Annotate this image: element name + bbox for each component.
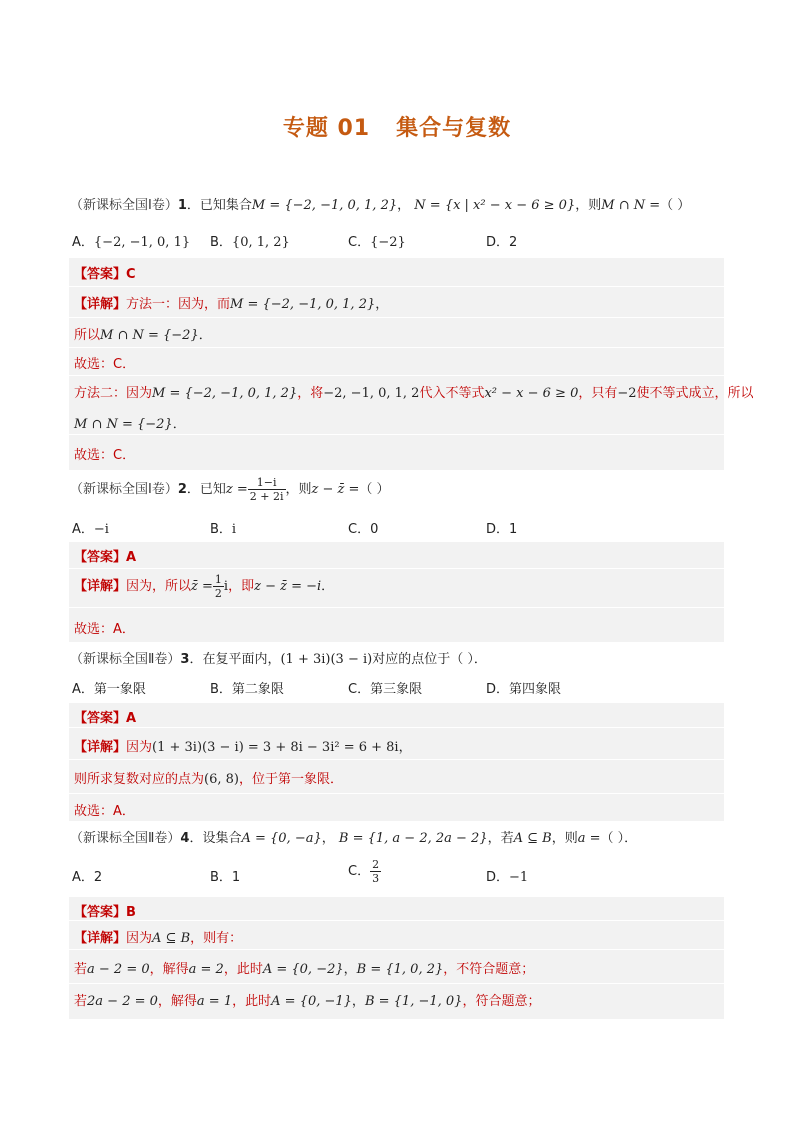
question-2: （新课标全国Ⅰ卷）2．已知z = $\frac{1-i}{2 + 2i}$ ，则z − z̄ =（ ） xyxy=(70,476,390,503)
option-c: C．0 xyxy=(348,522,379,537)
option-a: A．2 xyxy=(72,870,103,885)
option-a: A．第一象限 xyxy=(72,682,146,697)
option-d: D．第四象限 xyxy=(486,682,562,697)
fraction: $\frac{1-i}{2 + 2i}$ xyxy=(249,476,284,503)
detail-line: 故选：A． xyxy=(74,804,135,819)
detail-line: M ∩ N = {−2}． xyxy=(74,417,186,432)
intersection: M ∩ N = xyxy=(601,198,661,213)
set-m: M = {−2, −1, 0, 1, 2} xyxy=(251,198,398,213)
option-b: B．{0, 1, 2} xyxy=(210,235,290,250)
option-d: D．−1 xyxy=(486,870,529,885)
detail-line: 故选：C． xyxy=(74,448,136,463)
answer-box-3 xyxy=(69,703,724,821)
option-c: C．第三象限 xyxy=(348,682,423,697)
question-number: 1 xyxy=(177,198,187,213)
question-3: （新课标全国Ⅱ卷）3．在复平面内，(1 + 3i)(3 − i)对应的点位于（ ）． xyxy=(70,652,487,667)
answer-line: 【答案】C xyxy=(74,267,136,282)
detail-line: 若a − 2 = 0，解得a = 2，此时A = {0, −2}，B = {1, 0, 2}，不符合题意； xyxy=(74,962,535,977)
option-b: B．1 xyxy=(210,870,241,885)
detail-line: 故选：A． xyxy=(74,622,135,637)
detail-line: 若2a − 2 = 0，解得a = 1，此时A = {0, −1}，B = {1, −1, 0}，符合题意； xyxy=(74,994,541,1009)
question-source: （新课标全国Ⅰ卷） xyxy=(70,198,178,213)
option-b: B．第二象限 xyxy=(210,682,284,697)
question-1 xyxy=(70,194,690,213)
option-c: C． $\frac{2}{3}$ xyxy=(348,858,380,885)
answer-line: 【答案】A xyxy=(74,711,137,726)
title-left: 专题 01 xyxy=(282,116,371,141)
option-a: A．{−2, −1, 0, 1} xyxy=(72,235,191,250)
question-text: ，则 xyxy=(575,198,602,213)
answer-box-2 xyxy=(69,542,724,642)
answer-box-1 xyxy=(69,258,754,470)
question-text: ．已知集合 xyxy=(186,198,252,213)
detail-line: 所以M ∩ N = {−2}． xyxy=(74,328,212,343)
detail-line: 【详解】因为，所以z̄ = $\frac{1}{2}$ i，即z − z̄ = −i． xyxy=(74,573,335,600)
detail-line: 则所求复数对应的点为(6, 8)，位于第一象限． xyxy=(74,772,343,787)
answer-line: 【答案】B xyxy=(74,905,136,920)
option-b: B．i xyxy=(210,522,237,537)
answer-line: 【答案】A xyxy=(74,550,137,565)
option-d: D．2 xyxy=(486,235,518,250)
detail-line: 【详解】因为A ⊆ B，则有： xyxy=(74,931,243,946)
comma: ， xyxy=(397,198,411,213)
detail-line: 方法二：因为M = {−2, −1, 0, 1, 2}，将−2, −1, 0, 1, 2代入不等式x² − x − 6 ≥ 0，只有−2使不等式成立，所以 xyxy=(74,386,754,401)
detail-line: 【详解】方法一：因为，而M = {−2, −1, 0, 1, 2}， xyxy=(74,297,389,312)
answer-paren: （ ） xyxy=(660,198,691,213)
detail-line: 【详解】因为(1 + 3i)(3 − i) = 3 + 8i − 3i² = 6 + 8i， xyxy=(74,740,412,755)
set-n: N = {x | x² − x − 6 ≥ 0} xyxy=(414,198,576,213)
answer-box-4 xyxy=(69,897,724,1019)
title-right: 集合与复数 xyxy=(396,116,512,141)
question-4: （新课标全国Ⅱ卷）4．设集合A = {0, −a}， B = {1, a − 2, 2a − 2}，若A ⊆ B，则a =（ ）． xyxy=(70,831,638,846)
option-a: A．−i xyxy=(72,522,109,537)
page-title xyxy=(0,111,794,142)
detail-line: 故选：C． xyxy=(74,357,136,372)
option-c: C．{−2} xyxy=(348,235,406,250)
option-d: D．1 xyxy=(486,522,518,537)
